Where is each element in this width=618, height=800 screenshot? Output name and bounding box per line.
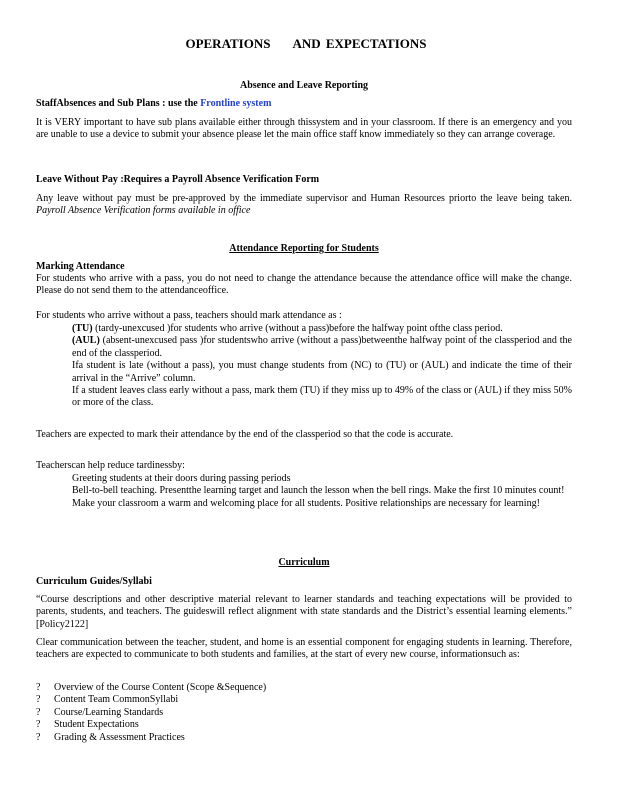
pass-paragraph: For students who arrive with a pass, you do not need to change the attendance because the attendance office will make the change. Please do not send them to the attendanceoffice. (36, 273, 572, 297)
expectation-paragraph: Teachers are expected to mark their attendance by the end of the classperiod so that the code is accurate. (36, 429, 454, 440)
list-item: Make your classroom a warm and welcoming place for all students. Positive relationships are necessary for learning! (72, 497, 540, 509)
list-item: Bell-to-bell teaching. Presentthe learning target and launch the lesson when the bell rings. Make the first 10 minutes count! (72, 485, 565, 497)
list-item: ? Content Team CommonSyllabi (36, 694, 179, 706)
list-item: ? Course/Learning Standards (36, 706, 164, 718)
tardiness-intro: Teacherscan help reduce tardinessby: (36, 460, 185, 471)
question-mark-icon: ? (36, 706, 41, 718)
page-title: OPERATIONS AND EXPECTATIONS (185, 36, 427, 51)
staff-absences-paragraph: It is VERY important to have sub plans available either through thissystem and in your classroom. If there is an emergency and you are unable to use a device to submit your absence please let the main office staff know immediately so they can arrange coverage. (36, 117, 572, 141)
attendance-heading: Attendance Reporting for Students (229, 243, 379, 254)
question-mark-icon: ? (36, 682, 41, 693)
frontline-link[interactable]: Frontline system (200, 98, 272, 109)
absence-heading: Absence and Leave Reporting (239, 80, 369, 91)
list-item: If a student leaves class early without a pass, mark them (TU) if they miss up to 49% of the class or (AUL) if they miss 50% or more of the class. (72, 385, 572, 409)
list-item: Ifa student is late (without a pass), you must change students from (NC) to (TU) or (AUL) and indicate the time of their arrival in the “Arrive” column. (72, 360, 572, 384)
communication-paragraph: Clear communication between the teacher, student, and home is an essential component for engaging students in learning. Therefore, teachers are expected to communicate to both students and families, at the start of every new course, informationsuch as: (36, 637, 572, 661)
list-item: Greeting students at their doors during passing periods (72, 473, 291, 484)
policy-quote-paragraph: “Course descriptions and other descriptive material relevant to learner standards and teaching expectations will be provided to parents, students, and teachers. The guideswill reflect alignment with state standards and the District’s essential learning elements.” [Policy2122] (36, 594, 572, 630)
payroll-form-note: Payroll Absence Verification forms available in office (36, 205, 251, 217)
marking-attendance-label: Marking Attendance (36, 261, 125, 272)
staff-absences-label: StaffAbsences and Sub Plans : use the Frontline system (36, 98, 272, 109)
leave-without-pay-paragraph: Any leave without pay must be pre-approved by the immediate supervisor and Human Resources priorto the leave being taken. Payroll Absence Verification forms available in office (36, 193, 572, 217)
attendance-code-list (36, 323, 572, 410)
question-mark-icon: ? (36, 719, 41, 731)
list-item: ? Overview of the Course Content (Scope &Sequence) (36, 682, 267, 693)
course-info-list (36, 682, 572, 744)
list-item: (TU) (tardy-unexcused )for students who arrive (without a pass)before the halfway point ofthe class period. (72, 323, 503, 334)
leave-without-pay-label: Leave Without Pay :Requires a Payroll Absence Verification Form (36, 174, 320, 185)
list-item: (AUL) (absent-unexcused pass )for studentswho arrive (without a pass)betweenthe halfway point of the classperiod and the end of the classperiod. (72, 335, 572, 359)
no-pass-intro: For students who arrive without a pass, teachers should mark attendance as : (36, 310, 342, 321)
list-item: ? Student Expectations (36, 719, 139, 731)
curriculum-guides-label: Curriculum Guides/Syllabi (36, 576, 152, 587)
question-mark-icon: ? (36, 731, 41, 743)
tardiness-list (36, 473, 572, 510)
list-item: ? Grading & Assessment Practices (36, 731, 185, 743)
question-mark-icon: ? (36, 694, 41, 706)
curriculum-heading: Curriculum (278, 557, 330, 568)
